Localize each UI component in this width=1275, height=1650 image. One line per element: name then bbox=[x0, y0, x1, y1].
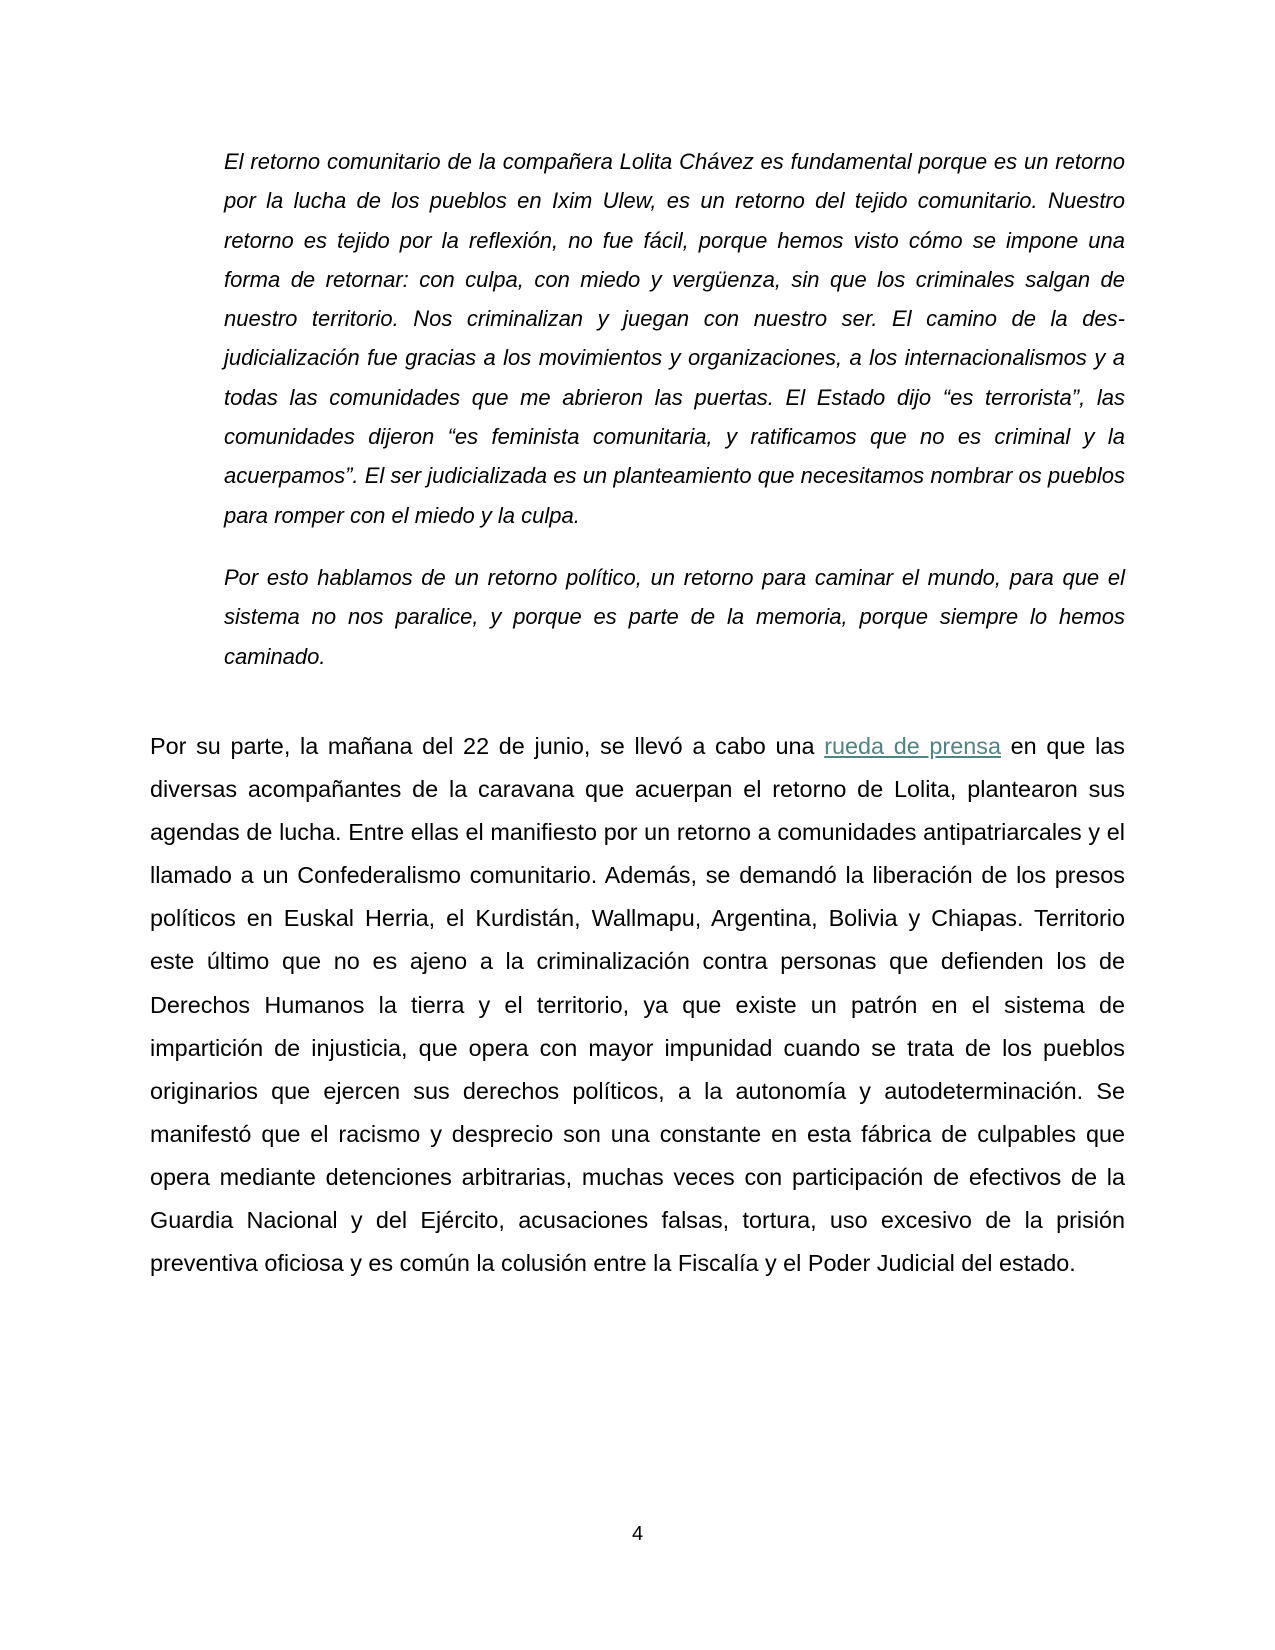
body-text-after-link: en que las diversas acompañantes de la caravana que acuerpan el retorno de Lolita, plantearon sus agendas de lucha. Entre ellas el manifiesto por un retorno a comunidades antipatriarcales y el llamado a un Confederalismo comunitario. Además, se demandó la liberación de los presos políticos en Euskal Herria, el Kurdistán, Wallmapu, Argentina, Bolivia y Chiapas. Territorio este último que no es ajeno a la criminalización contra personas que defienden los de Derechos Humanos la tierra y el territorio, ya que existe un patrón en el sistema de impartición de injusticia, que opera con mayor impunidad cuando se trata de los pueblos originarios que ejercen sus derechos políticos, a la autonomía y autodeterminación. Se manifestó que el racismo y desprecio son una constante en esta fábrica de culpables que opera mediante detenciones arbitrarias, muchas veces con participación de efectivos de la Guardia Nacional y del Ejército, acusaciones falsas, tortura, uso excesivo de la prisión preventiva oficiosa y es común la colusión entre la Fiscalía y el Poder Judicial del estado. bbox=[150, 733, 1125, 1277]
body-text-before-link: Por su parte, la mañana del 22 de junio, se llevó a cabo una bbox=[150, 733, 825, 759]
page-number: 4 bbox=[631, 1523, 644, 1545]
body-paragraph bbox=[150, 725, 1125, 1285]
quote-paragraph-1: El retorno comunitario de la compañera Lolita Chávez es fundamental porque es un retorno por la lucha de los pueblos en Ixim Ulew, es un retorno del tejido comunitario. Nuestro retorno es tejido por la reflexión, no fue fácil, porque hemos visto cómo se impone una forma de retornar: con culpa, con miedo y vergüenza, sin que los criminales salgan de nuestro territorio. Nos criminalizan y juegan con nuestro ser. El camino de la des-judicialización fue gracias a los movimientos y organizaciones, a los internacionalismos y a todas las comunidades que me abrieron las puertas. El Estado dijo “es terrorista”, las comunidades dijeron “es feminista comunitaria, y ratificamos que no es criminal y la acuerpamos”. El ser judicializada es un planteamiento que necesitamos nombrar os pueblos para romper con el miedo y la culpa. bbox=[224, 149, 1125, 528]
block-quote bbox=[224, 142, 1125, 676]
quote-paragraph-2: Por esto hablamos de un retorno político, un retorno para caminar el mundo, para que el sistema no nos paralice, y porque es parte de la memoria, porque siempre lo hemos caminado. bbox=[224, 564, 1125, 669]
press-conference-link[interactable]: rueda de prensa bbox=[824, 733, 1001, 759]
